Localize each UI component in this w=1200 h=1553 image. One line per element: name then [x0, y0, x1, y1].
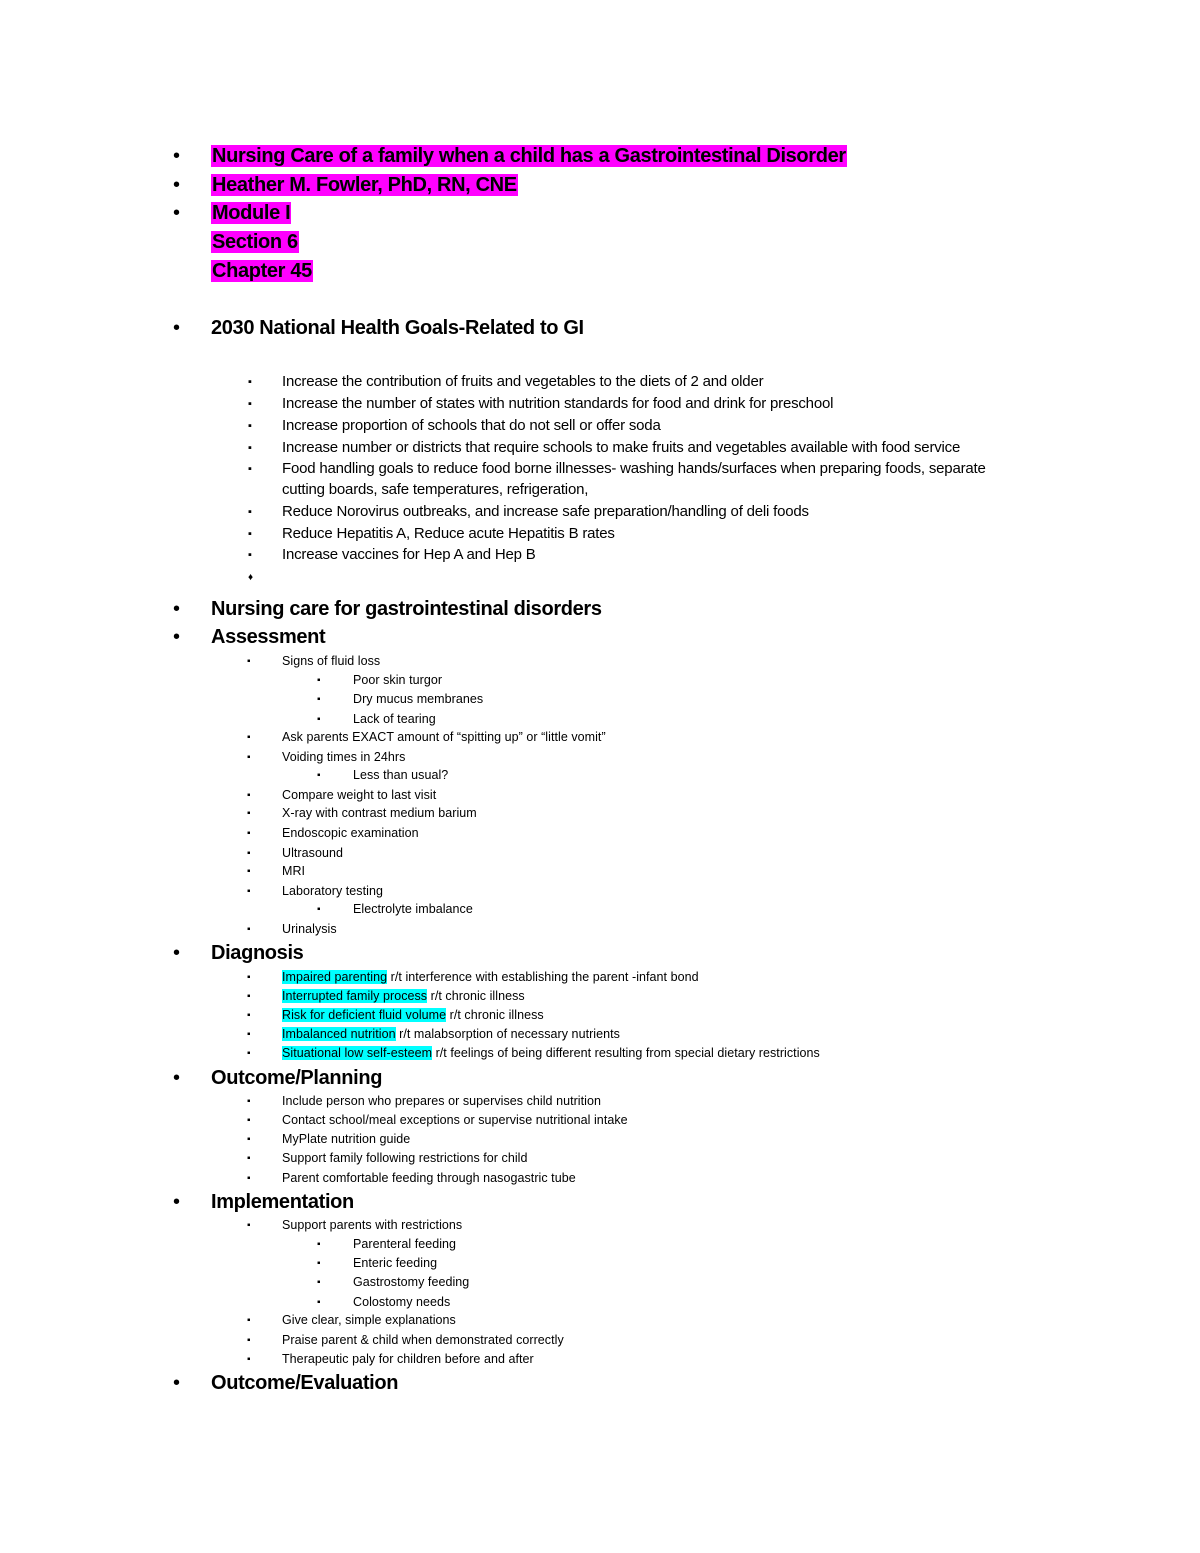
goals-heading: 2030 National Health Goals-Related to GI — [211, 317, 584, 339]
bullet: ▪ — [317, 904, 321, 915]
bullet: ▪ — [317, 1239, 321, 1250]
bullet: ▪ — [247, 808, 251, 819]
assessment-heading: Assessment — [211, 626, 326, 648]
bullet: • — [173, 317, 181, 339]
bullet: ▪ — [247, 1315, 251, 1326]
bullet: ▪ — [247, 790, 251, 801]
nursing-diagnosis-highlight: Situational low self-esteem — [282, 1046, 433, 1060]
bullet: ▪ — [247, 848, 251, 859]
bullet: ▪ — [248, 549, 252, 561]
bullet: ▪ — [317, 770, 321, 781]
evaluation-heading: Outcome/Evaluation — [211, 1372, 399, 1394]
bullet: ▪ — [248, 398, 252, 410]
nursing-care-heading: Nursing care for gastrointestinal disorders — [211, 598, 602, 620]
bullet: • — [173, 1067, 181, 1089]
bullet: ▪ — [247, 1096, 251, 1107]
bullet: ▪ — [248, 528, 252, 540]
bullet: ▪ — [247, 1010, 251, 1021]
bullet: ▪ — [247, 1134, 251, 1145]
bullet: • — [173, 174, 181, 196]
bullet: • — [173, 626, 181, 648]
bullet: ▪ — [248, 463, 252, 475]
nursing-diagnosis-highlight: Impaired parenting — [282, 970, 388, 984]
bullet: ▪ — [247, 1335, 251, 1346]
bullet: ▪ — [317, 1258, 321, 1269]
section-line: Section 6 — [212, 231, 298, 253]
planning-heading: Outcome/Planning — [211, 1067, 383, 1089]
diamond-bullet: ♦ — [248, 572, 254, 583]
document-title: Nursing Care of a family when a child has a Gastrointestinal Disorder — [212, 145, 846, 167]
bullet: ▪ — [247, 866, 251, 877]
bullet: ▪ — [317, 714, 321, 725]
nursing-diagnosis-highlight: Interrupted family process — [282, 989, 428, 1003]
bullet: ▪ — [247, 1220, 251, 1231]
bullet: ▪ — [317, 694, 321, 705]
nursing-diagnosis-highlight: Imbalanced nutrition — [282, 1027, 396, 1041]
bullet: • — [173, 1191, 181, 1213]
implementation-heading: Implementation — [211, 1191, 354, 1213]
nursing-diagnosis-highlight: Risk for deficient fluid volume — [282, 1008, 447, 1022]
bullet: ▪ — [247, 991, 251, 1002]
bullet: ▪ — [317, 1297, 321, 1308]
bullet: ▪ — [247, 828, 251, 839]
bullet: ▪ — [247, 1029, 251, 1040]
bullet: • — [173, 202, 181, 224]
author-line: Heather M. Fowler, PhD, RN, CNE — [212, 174, 517, 196]
bullet: ▪ — [248, 506, 252, 518]
diagnosis-heading: Diagnosis — [211, 942, 304, 964]
bullet: ▪ — [247, 924, 251, 935]
bullet: ▪ — [248, 420, 252, 432]
bullet: ▪ — [247, 732, 251, 743]
chapter-line: Chapter 45 — [212, 260, 312, 282]
bullet: • — [173, 1372, 181, 1394]
bullet: ▪ — [247, 972, 251, 983]
bullet: ▪ — [247, 886, 251, 897]
bullet: ▪ — [317, 675, 321, 686]
bullet: • — [173, 942, 181, 964]
document-page: • Nursing Care of a family when a child has a Gastrointestinal Disorder • Heather M. Fowler, PhD, RN, CNE • Module I Section 6 Chapter 45 • 2030 National Health Goals-Related to GI ▪ Increase the contribution of fruits and vegetables to the diets of 2 and older ▪ Increase the number of states with nutrition standards for food and drink for preschool ▪ Increase proportion of schools that do not sell or offer soda ▪ Increase number or districts that require schools to make fruits and vegetables available with food service ▪ Food handling goals to reduce food borne illnesses- washing hands/surfaces when preparing foods, separate cutting boards, safe temperatures, refrigeration, ▪ Reduce Norovirus outbreaks, and increase safe preparation/handling of deli foods ▪ Reduce Hepatitis A, Reduce acute Hepatitis B rates ▪ Increase vaccines for Hep A and Hep B ♦ • Nursing care for gastrointestinal disorders • Assessment ▪ Signs of fluid loss ▪ Poor skin turgor ▪ Dry mucus membranes ▪ Lack of tearing ▪ Ask parents EXACT amount of “spitting up” or “little vomit” ▪ Voiding times in 24hrs ▪ Less than usual? ▪ Compare weight to last visit ▪ X-ray with contrast medium barium ▪ Endoscopic examination ▪ Ultrasound ▪ MRI ▪ Laboratory testing ▪ Electrolyte imbalance ▪ Urinalysis • Diagnosis ▪ Impaired parenting r/t interference with establishing the parent -infant bond ▪ Interrupted family process r/t chronic illness ▪ Risk for deficient fluid volume r/t chronic illness ▪ Imbalanced nutrition r/t malabsorption of necessary nutrients ▪ Situational low self-esteem r/t feelings of being different resulting from special dietary restrictions • Outcome/Planning ▪ Include person who prepares or supervises child nutrition ▪ Contact school/meal exceptions or supervise nutritional intake ▪ MyPlate nutrition guide ▪ Support family following restrictions for child ▪ Parent comfortable feeding through nasogastric tube • Implementation ▪ Support parents with restrictions ▪ Parenteral feeding ▪ Enteric feeding ▪ Gastrostomy feeding ▪ Colostomy needs ▪ Give clear, simple explanations ▪ Praise parent & child when demonstrated correctly ▪ Therapeutic paly for children before and after • Outcome/Evaluation — [0, 0, 1200, 1553]
bullet: ▪ — [247, 1115, 251, 1126]
bullet: ▪ — [248, 376, 252, 388]
bullet: ▪ — [317, 1277, 321, 1288]
bullet: ▪ — [248, 442, 252, 454]
bullet: • — [173, 598, 181, 620]
module-line: Module I — [212, 202, 291, 224]
bullet: ▪ — [247, 1048, 251, 1059]
bullet: ▪ — [247, 1354, 251, 1365]
bullet: ▪ — [247, 752, 251, 763]
bullet: ▪ — [247, 1153, 251, 1164]
bullet: ▪ — [247, 1173, 251, 1184]
bullet: • — [173, 145, 181, 167]
bullet: ▪ — [247, 656, 251, 667]
